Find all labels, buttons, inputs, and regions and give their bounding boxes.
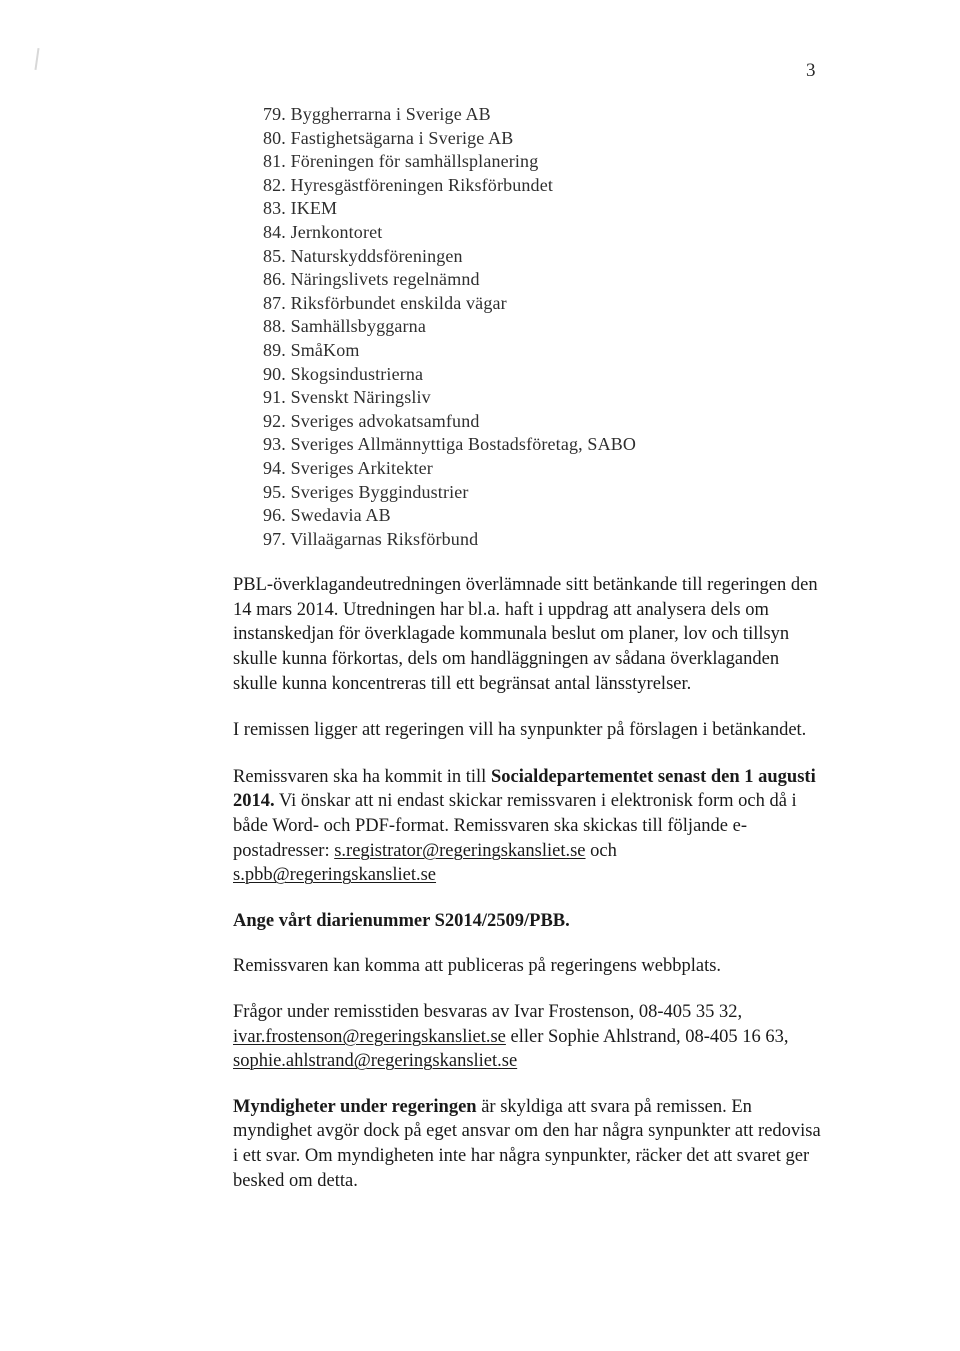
list-item: 89. SmåKom (263, 339, 360, 360)
remiss-paragraph: I remissen ligger att regeringen vill ha synpunkter på förslagen i betänkandet. (233, 720, 807, 741)
list-item: 83. IKEM (263, 198, 338, 219)
list-item: 87. Riksförbundet enskilda vägar (263, 292, 507, 313)
page-number: 3 (806, 60, 816, 81)
list-item: 80. Fastighetsägarna i Sverige AB (263, 127, 514, 148)
contact-text-mid: eller Sophie Ahlstrand, 08-405 16 63, (505, 1026, 789, 1047)
contact-text-start: Frågor under remisstiden besvaras av Ivar Frostenson, 08-405 35 32, (233, 1002, 743, 1022)
recipient-list (263, 103, 823, 551)
list-item: 93. Sveriges Allmännyttiga Bostadsföretag, SABO (263, 434, 637, 455)
list-item: 97. Villaägarnas Riksförbund (263, 528, 479, 549)
authorities-text: är skyldiga att svara på remissen. En myndighet avgör dock på eget ansvar om den har några synpunkter att redovisa i ett svar. Om myndigheten inte har några synpunkter, räcker det att svaret ger besked om detta. (233, 1096, 821, 1191)
conjunction-text: och (585, 840, 617, 861)
response-text-mid: Vi önskar att ni endast skickar remissvaren i elektronisk form och då i både Word- och PDF-format. Remissvaren ska skickas till följande e-postadresser: (233, 791, 797, 861)
list-item: 94. Sveriges Arkitekter (263, 457, 433, 478)
intro-paragraph: PBL-överklagandeutredningen överlämnade sitt betänkande till regeringen den 14 mars 2014. Utredningen har bl.a. haft i uppdrag att analysera dels om instanskedjan för överklagade kommunala beslut om planer, lov och tillsyn skulle kunna förkortas, dels om handläggningen av sådana överklaganden skulle kunna koncentreras till ett begränsat antal länsstyrelser. (233, 575, 818, 694)
ahlstrand-email-link[interactable]: sophie.ahlstrand@regeringskansliet.se (233, 1051, 518, 1072)
publication-paragraph: Remissvaren kan komma att publiceras på regeringens webbplats. (233, 956, 722, 977)
scan-mark (34, 48, 39, 70)
response-instructions (233, 765, 823, 888)
list-item: 86. Näringslivets regelnämnd (263, 269, 480, 290)
contact-paragraph (233, 1000, 823, 1074)
list-item: 95. Sveriges Byggindustrier (263, 481, 469, 502)
list-item: 88. Samhällsbyggarna (263, 316, 426, 337)
list-item: 84. Jernkontoret (263, 221, 383, 242)
list-item: 96. Swedavia AB (263, 505, 391, 526)
document-body (233, 103, 823, 1193)
authorities-paragraph (233, 1095, 823, 1193)
registrator-email-link[interactable]: s.registrator@regeringskansliet.se (334, 840, 586, 861)
list-item: 81. Föreningen för samhällsplanering (263, 151, 539, 172)
deadline-text: Socialdepartementet senast den 1 augusti 2014. (233, 766, 816, 812)
list-item: 79. Byggherrarna i Sverige AB (263, 104, 491, 124)
list-item: 85. Naturskyddsföreningen (263, 245, 463, 266)
authorities-lead: Myndigheter under regeringen (233, 1096, 477, 1117)
pbb-email-link[interactable]: s.pbb@regeringskansliet.se (233, 865, 437, 886)
frostenson-email-link[interactable]: ivar.frostenson@regeringskansliet.se (233, 1026, 506, 1047)
list-item: 82. Hyresgästföreningen Riksförbundet (263, 174, 553, 195)
list-item: 92. Sveriges advokatsamfund (263, 410, 480, 431)
response-text-start: Remissvaren ska ha kommit in till (233, 766, 491, 787)
diary-number-heading: Ange vårt diarienummer S2014/2509/PBB. (233, 910, 570, 931)
list-item: 91. Svenskt Näringsliv (263, 387, 431, 408)
list-item: 90. Skogsindustrierna (263, 363, 424, 384)
